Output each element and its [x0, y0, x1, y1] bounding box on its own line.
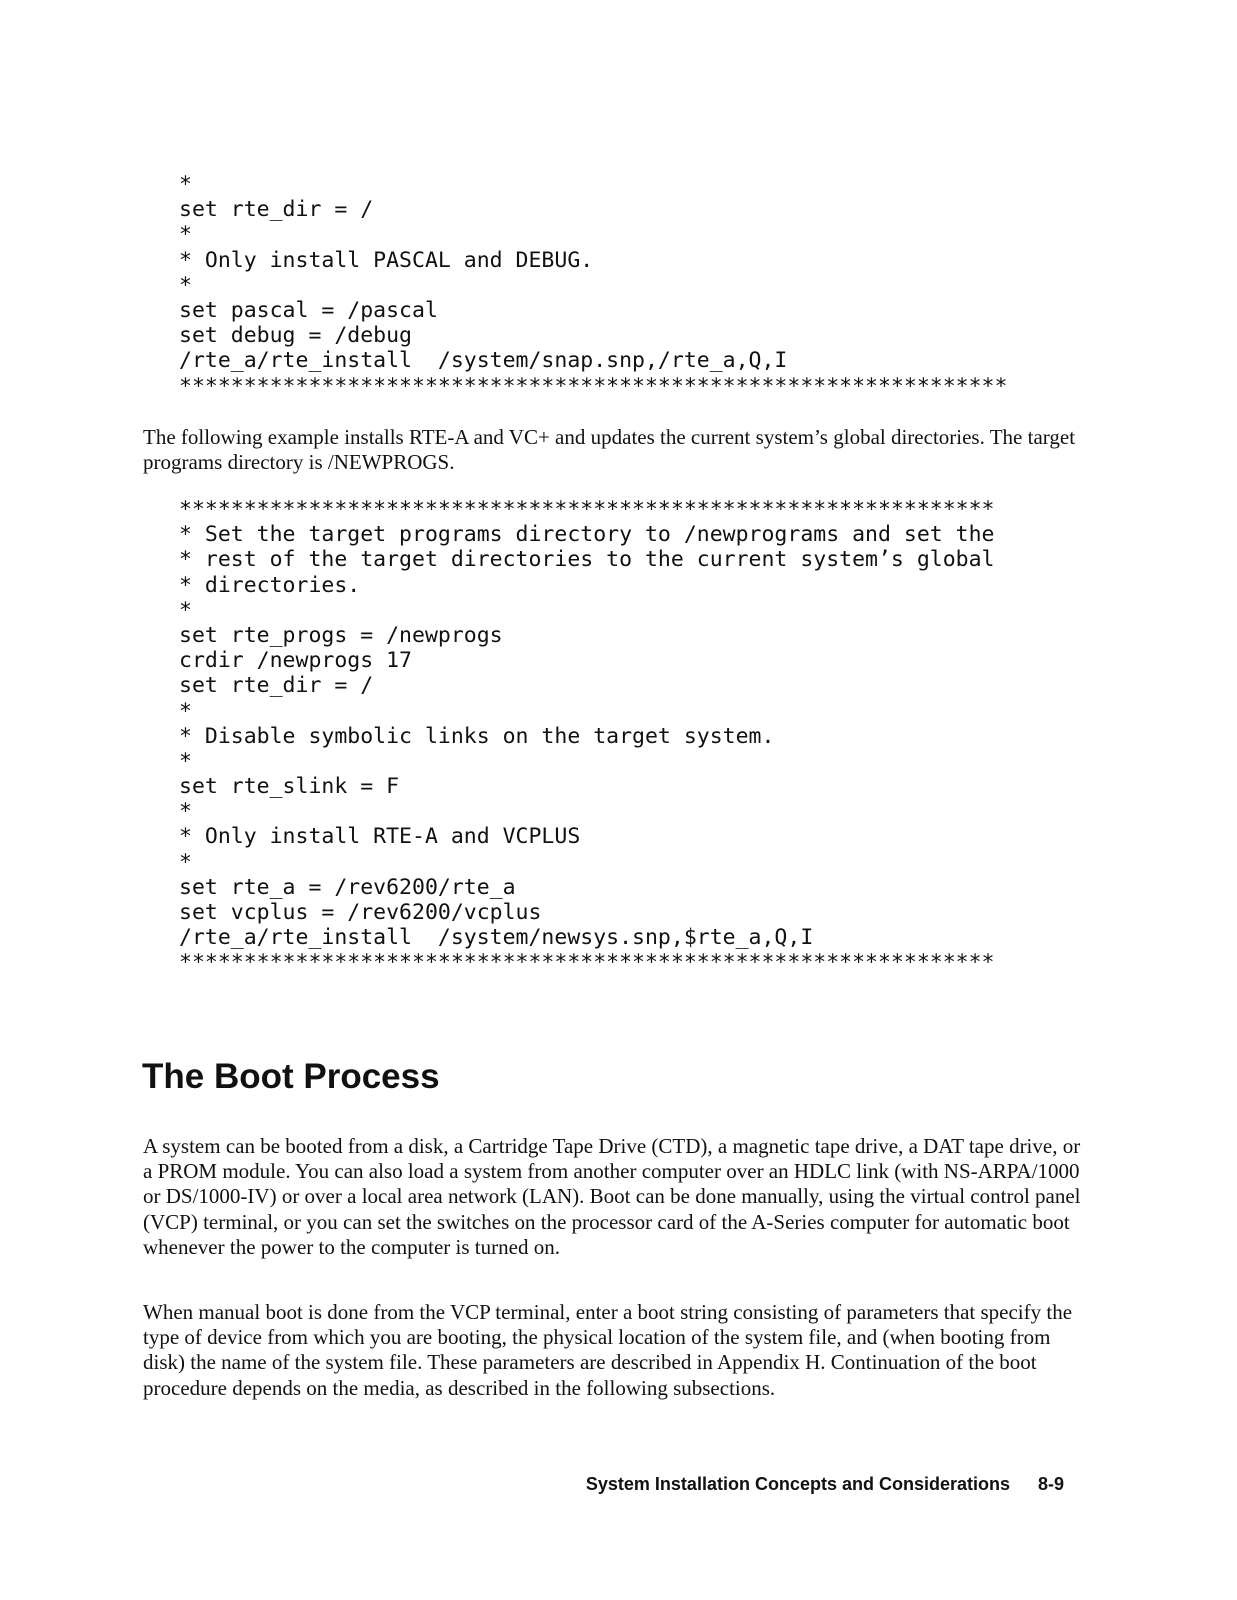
code-line: set rte_a = /rev6200/rte_a — [179, 874, 516, 900]
code-line: /rte_a/rte_install /system/snap.snp,/rte_a,Q,I — [179, 348, 788, 374]
code-line: * — [179, 748, 192, 774]
code-line: * Set the target programs directory to /newprograms and set the — [179, 522, 995, 548]
code-line: * — [179, 597, 192, 623]
footer-page-number: 8-9 — [1037, 1474, 1064, 1494]
code-line: set rte_progs = /newprogs — [179, 622, 503, 648]
code-line: * — [179, 698, 192, 724]
code-line: * — [179, 272, 192, 298]
code-line: * — [179, 799, 192, 825]
code-line: set pascal = /pascal — [179, 297, 438, 323]
code-line: **************************************************************** — [179, 373, 1008, 399]
footer-chapter-title: System Installation Concepts and Considerations — [585, 1474, 1010, 1494]
code-line: set rte_dir = / — [179, 673, 374, 699]
code-block-newsys-install — [179, 497, 994, 976]
code-line: * directories. — [179, 572, 361, 598]
code-line: *************************************************************** — [179, 497, 995, 522]
code-line: /rte_a/rte_install /system/newsys.snp,$rte_a,Q,I — [179, 925, 814, 951]
code-line: * rest of the target directories to the current system’s global — [179, 547, 995, 573]
code-line: * — [179, 849, 192, 875]
code-line: * — [179, 172, 192, 197]
code-line: set rte_slink = F — [179, 774, 400, 800]
code-line: set rte_dir = / — [179, 197, 374, 223]
intro-paragraph: The following example installs RTE-A and VC+ and updates the current system’s global directories. The target programs directory is /NEWPROGS. — [143, 425, 1076, 475]
code-line: crdir /newprogs 17 — [179, 648, 412, 674]
boot-paragraph-2: When manual boot is done from the VCP terminal, enter a boot string consisting of parameters that specify the type of device from which you are booting, the physical location of the system file, and (when booting from disk) the name of the system file. These parameters are described in Appendix H. Continuation of the boot procedure depends on the media, as described in the following subsections. — [143, 1300, 1073, 1400]
boot-paragraph-1: A system can be booted from a disk, a Cartridge Tape Drive (CTD), a magnetic tape drive, a DAT tape drive, or a PROM module. You can also load a system from another computer over an HDLC link (with NS-ARPA/1000 or DS/1000-IV) or over a local area network (LAN). Boot can be done manually, using the virtual control panel (VCP) terminal, or you can set the switches on the processor card of the A-Series computer for automatic boot whenever the power to the computer is turned on. — [143, 1134, 1081, 1259]
code-line: * Only install PASCAL and DEBUG. — [179, 247, 594, 273]
code-line: * Disable symbolic links on the target system. — [179, 723, 775, 749]
code-line: set debug = /debug — [179, 323, 412, 349]
code-line: *************************************************************** — [179, 950, 995, 976]
section-heading: The Boot Process — [142, 1057, 440, 1096]
code-line: * — [179, 222, 192, 248]
code-line: * Only install RTE-A and VCPLUS — [179, 824, 581, 850]
code-line: set vcplus = /rev6200/vcplus — [179, 900, 542, 925]
page-footer — [0, 1472, 1064, 1496]
code-block-snap-install — [179, 172, 1007, 399]
